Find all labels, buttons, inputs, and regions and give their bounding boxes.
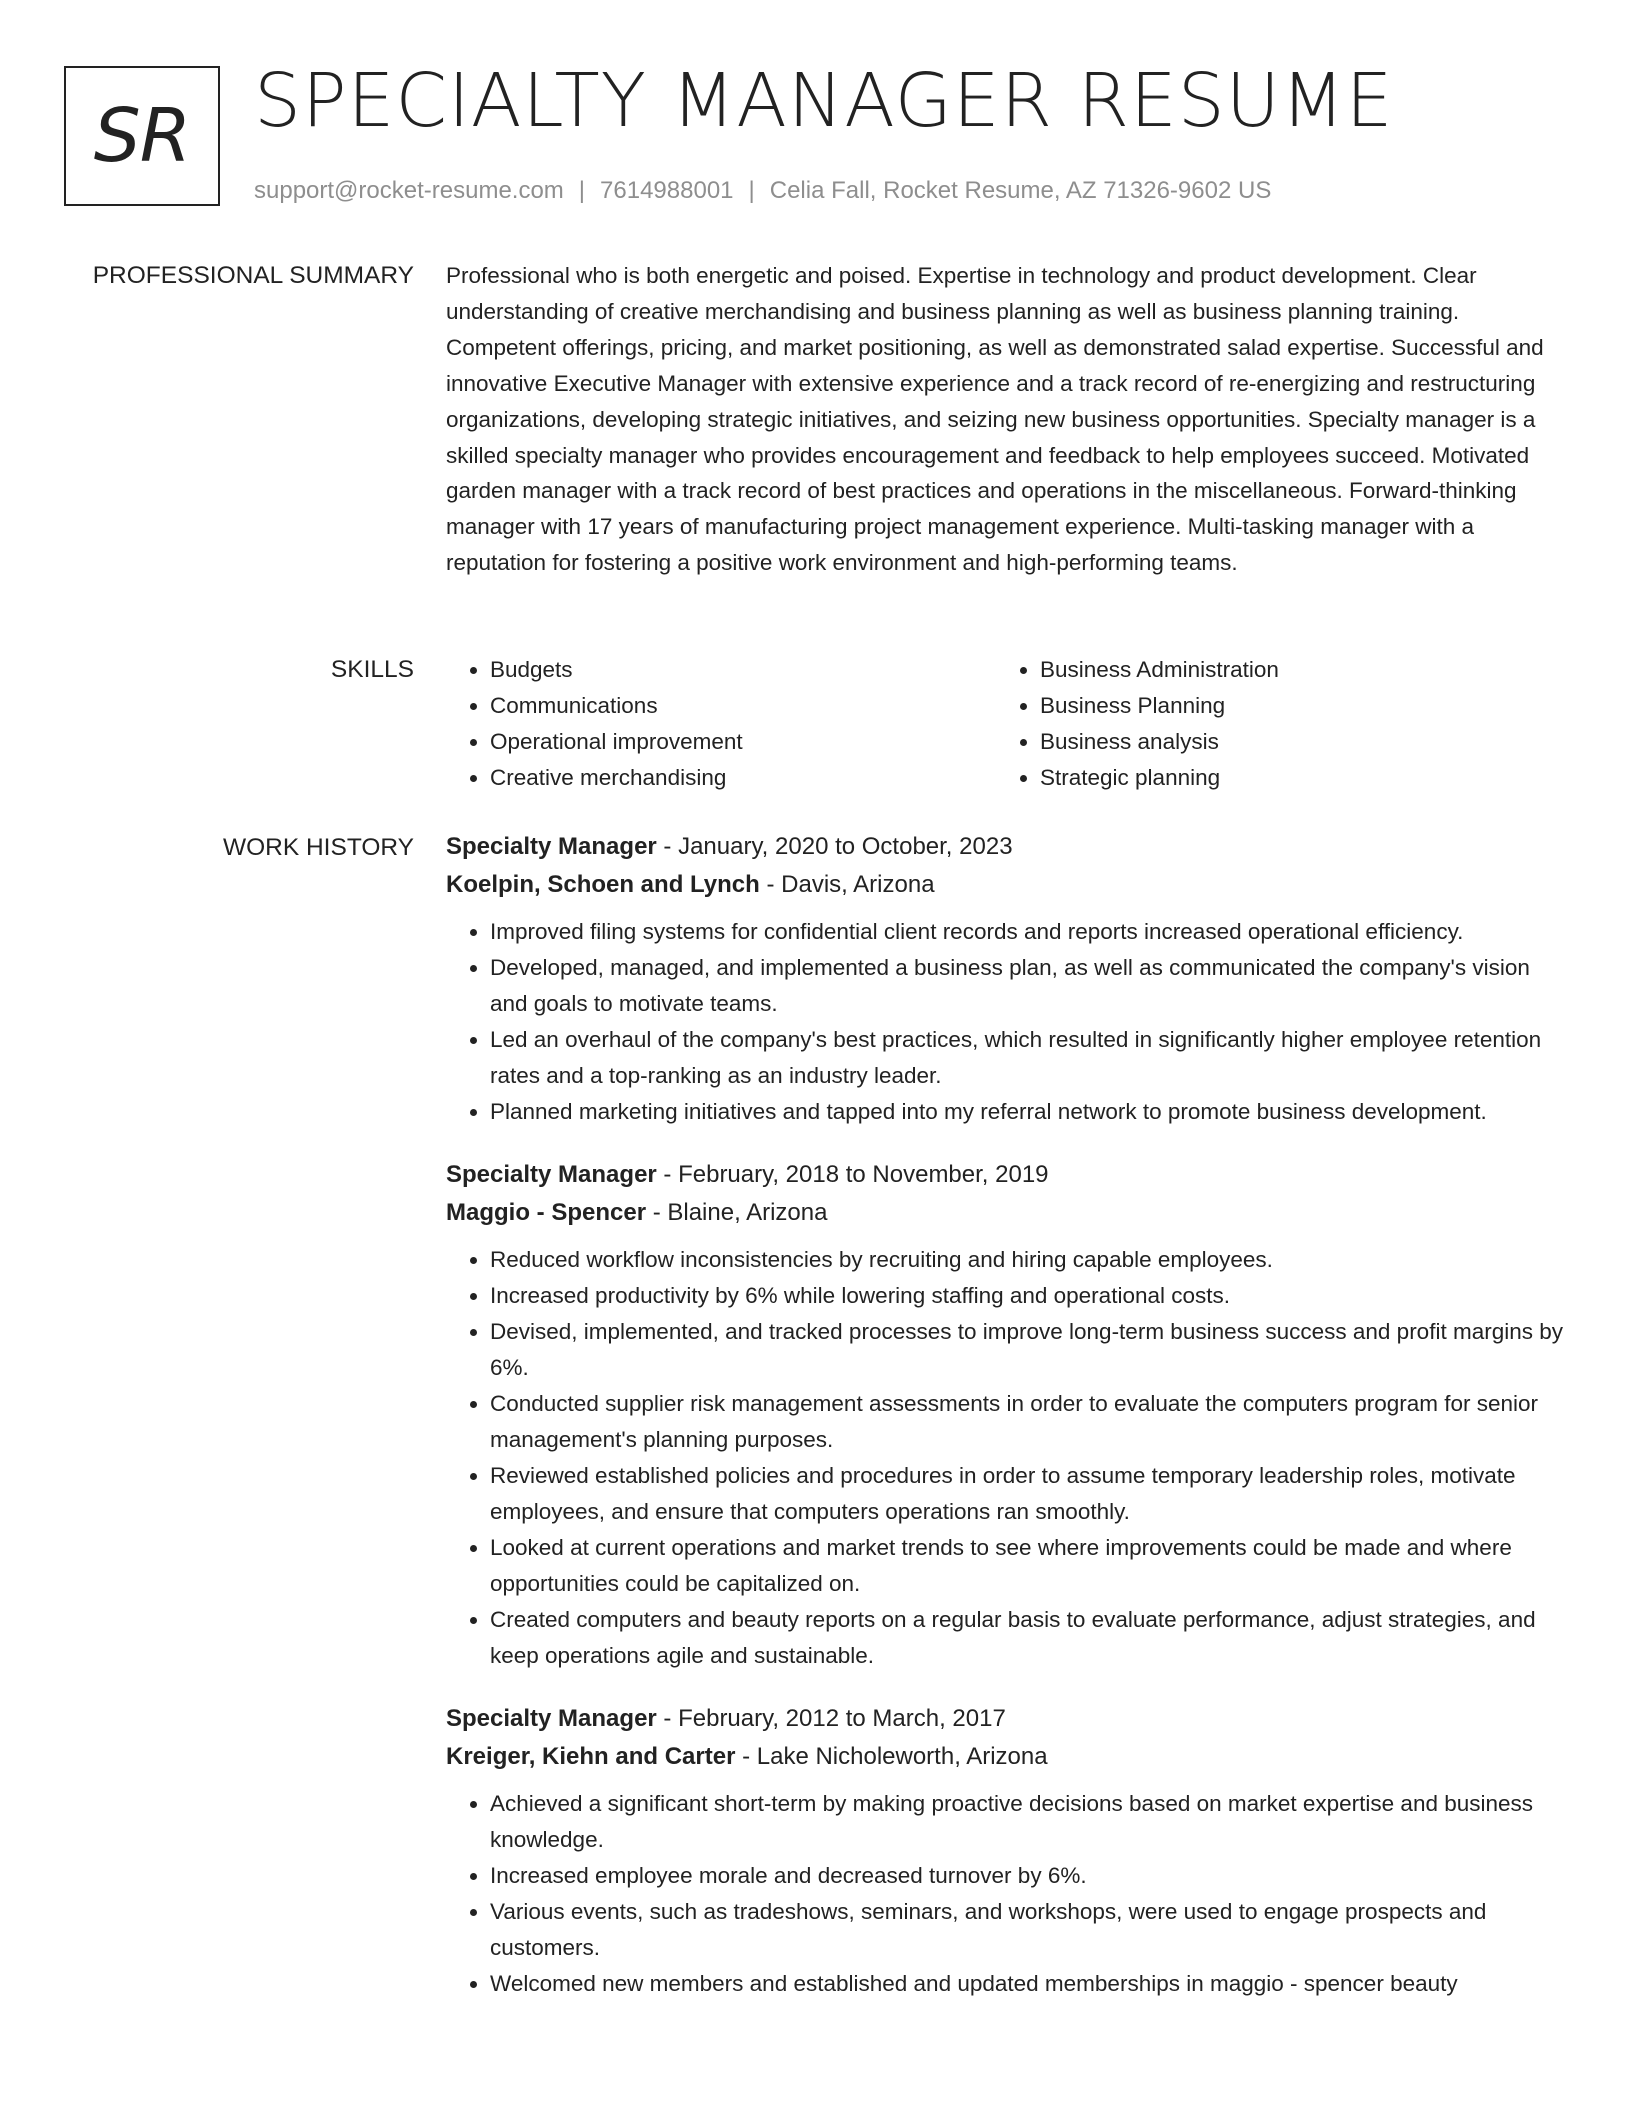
job-bullet: • Improved filing systems for confidential client records and reports increased operational efficiency. (490, 914, 1566, 950)
job-bullet: • Welcomed new members and established and updated memberships in maggio - spencer beauty (490, 1966, 1566, 2002)
job-dates: - February, 2018 to November, 2019 (663, 1161, 1049, 1188)
contact-line (254, 174, 1271, 208)
job-bullet: • Developed, managed, and implemented a business plan, as well as communicated the company's vision and goals to motivate teams. (490, 950, 1566, 1022)
skill-item: • Business Administration (1040, 652, 1546, 688)
skills-list-left (446, 652, 996, 796)
job-company-line (446, 866, 1566, 904)
skill-item: • Communications (490, 688, 996, 724)
job-bullet: • Conducted supplier risk management assessments in order to evaluate the computers program for senior management's planning purposes. (490, 1386, 1566, 1458)
job-bullet: • Achieved a significant short-term by making proactive decisions based on market expertise and business knowledge. (490, 1786, 1566, 1858)
job-entry (446, 1700, 1566, 2002)
job-bullet: • Led an overhaul of the company's best practices, which resulted in significantly higher employee retention rates and a top-ranking as an industry leader. (490, 1022, 1566, 1094)
skill-item: • Business Planning (1040, 688, 1546, 724)
job-company-line (446, 1738, 1566, 1776)
job-title-line (446, 828, 1566, 866)
work-history-label: WORK HISTORY (222, 834, 414, 861)
summary-text: Professional who is both energetic and poised. Expertise in technology and product development. Clear understanding of creative merchandising and business planning as well as business planning training. Competent offerings, pricing, and market positioning, as well as demonstrated salad expertise. Successful and innovative Executive Manager with extensive experience and a track record of re-energizing and restructuring organizations, developing strategic initiatives, and seizing new business opportunities. Specialty manager is a skilled specialty manager who provides encouragement and feedback to help employees succeed. Motivated garden manager with a track record of best practices and operations in the miscellaneous. Forward-thinking manager with 17 years of manufacturing project management experience. Multi-tasking manager with a reputation for fostering a positive work environment and high-performing teams. (446, 263, 1544, 576)
skills-columns (446, 652, 1566, 796)
job-bullet: • Looked at current operations and market trends to see where improvements could be made and where opportunities could be capitalized on. (490, 1530, 1566, 1602)
contact-address: Celia Fall, Rocket Resume, AZ 71326-9602 US (769, 177, 1272, 204)
monogram-badge (64, 66, 220, 206)
skill-item: • Operational improvement (490, 724, 996, 760)
skill-item: • Budgets (490, 652, 996, 688)
resume-title: SPECIALTY MANAGER RESUME (254, 58, 1394, 144)
contact-phone: 7614988001 (600, 177, 734, 204)
job-title-line (446, 1156, 1566, 1194)
job-bullet: • Planned marketing initiatives and tapped into my referral network to promote business development. (490, 1094, 1566, 1130)
job-company: Kreiger, Kiehn and Carter (446, 1743, 736, 1770)
monogram-text: SR (93, 93, 191, 179)
contact-email: support@rocket-resume.com (254, 177, 564, 204)
contact-separator: | (578, 177, 586, 204)
job-bullet-list (446, 914, 1566, 1130)
job-entry (446, 1156, 1566, 1674)
job-dates: - February, 2012 to March, 2017 (663, 1705, 1006, 1732)
job-title: Specialty Manager (446, 1705, 657, 1732)
skill-item: • Strategic planning (1040, 760, 1546, 796)
contact-separator: | (748, 177, 755, 204)
skills-list-right (996, 652, 1546, 796)
job-title: Specialty Manager (446, 833, 657, 860)
skills-label: SKILLS (330, 656, 414, 683)
job-entry (446, 828, 1566, 1130)
summary-label: PROFESSIONAL SUMMARY (92, 262, 414, 289)
job-company: Koelpin, Schoen and Lynch (446, 871, 760, 898)
skill-item: • Business analysis (1040, 724, 1546, 760)
job-bullet-list (446, 1242, 1566, 1674)
job-bullet: • Devised, implemented, and tracked processes to improve long-term business success and profit margins by 6%. (490, 1314, 1566, 1386)
skill-item: • Creative merchandising (490, 760, 996, 796)
job-bullet-list (446, 1786, 1566, 2002)
job-bullet: • Reviewed established policies and procedures in order to assume temporary leadership roles, motivate employees, and ensure that computers operations ran smoothly. (490, 1458, 1566, 1530)
job-location: - Lake Nicholeworth, Arizona (742, 1743, 1048, 1770)
job-location: - Davis, Arizona (766, 871, 935, 898)
job-company-line (446, 1194, 1566, 1232)
job-title-line (446, 1700, 1566, 1738)
job-company: Maggio - Spencer (446, 1199, 647, 1226)
job-location: - Blaine, Arizona (652, 1199, 828, 1226)
job-bullet: • Increased productivity by 6% while lowering staffing and operational costs. (490, 1278, 1566, 1314)
job-bullet: • Reduced workflow inconsistencies by recruiting and hiring capable employees. (490, 1242, 1566, 1278)
job-dates: - January, 2020 to October, 2023 (663, 833, 1013, 860)
job-title: Specialty Manager (446, 1161, 657, 1188)
job-bullet: • Increased employee morale and decreased turnover by 6%. (490, 1858, 1566, 1894)
job-bullet: • Created computers and beauty reports on a regular basis to evaluate performance, adjust strategies, and keep operations agile and sustainable. (490, 1602, 1566, 1674)
job-bullet: • Various events, such as tradeshows, seminars, and workshops, were used to engage prospects and customers. (490, 1894, 1566, 1966)
